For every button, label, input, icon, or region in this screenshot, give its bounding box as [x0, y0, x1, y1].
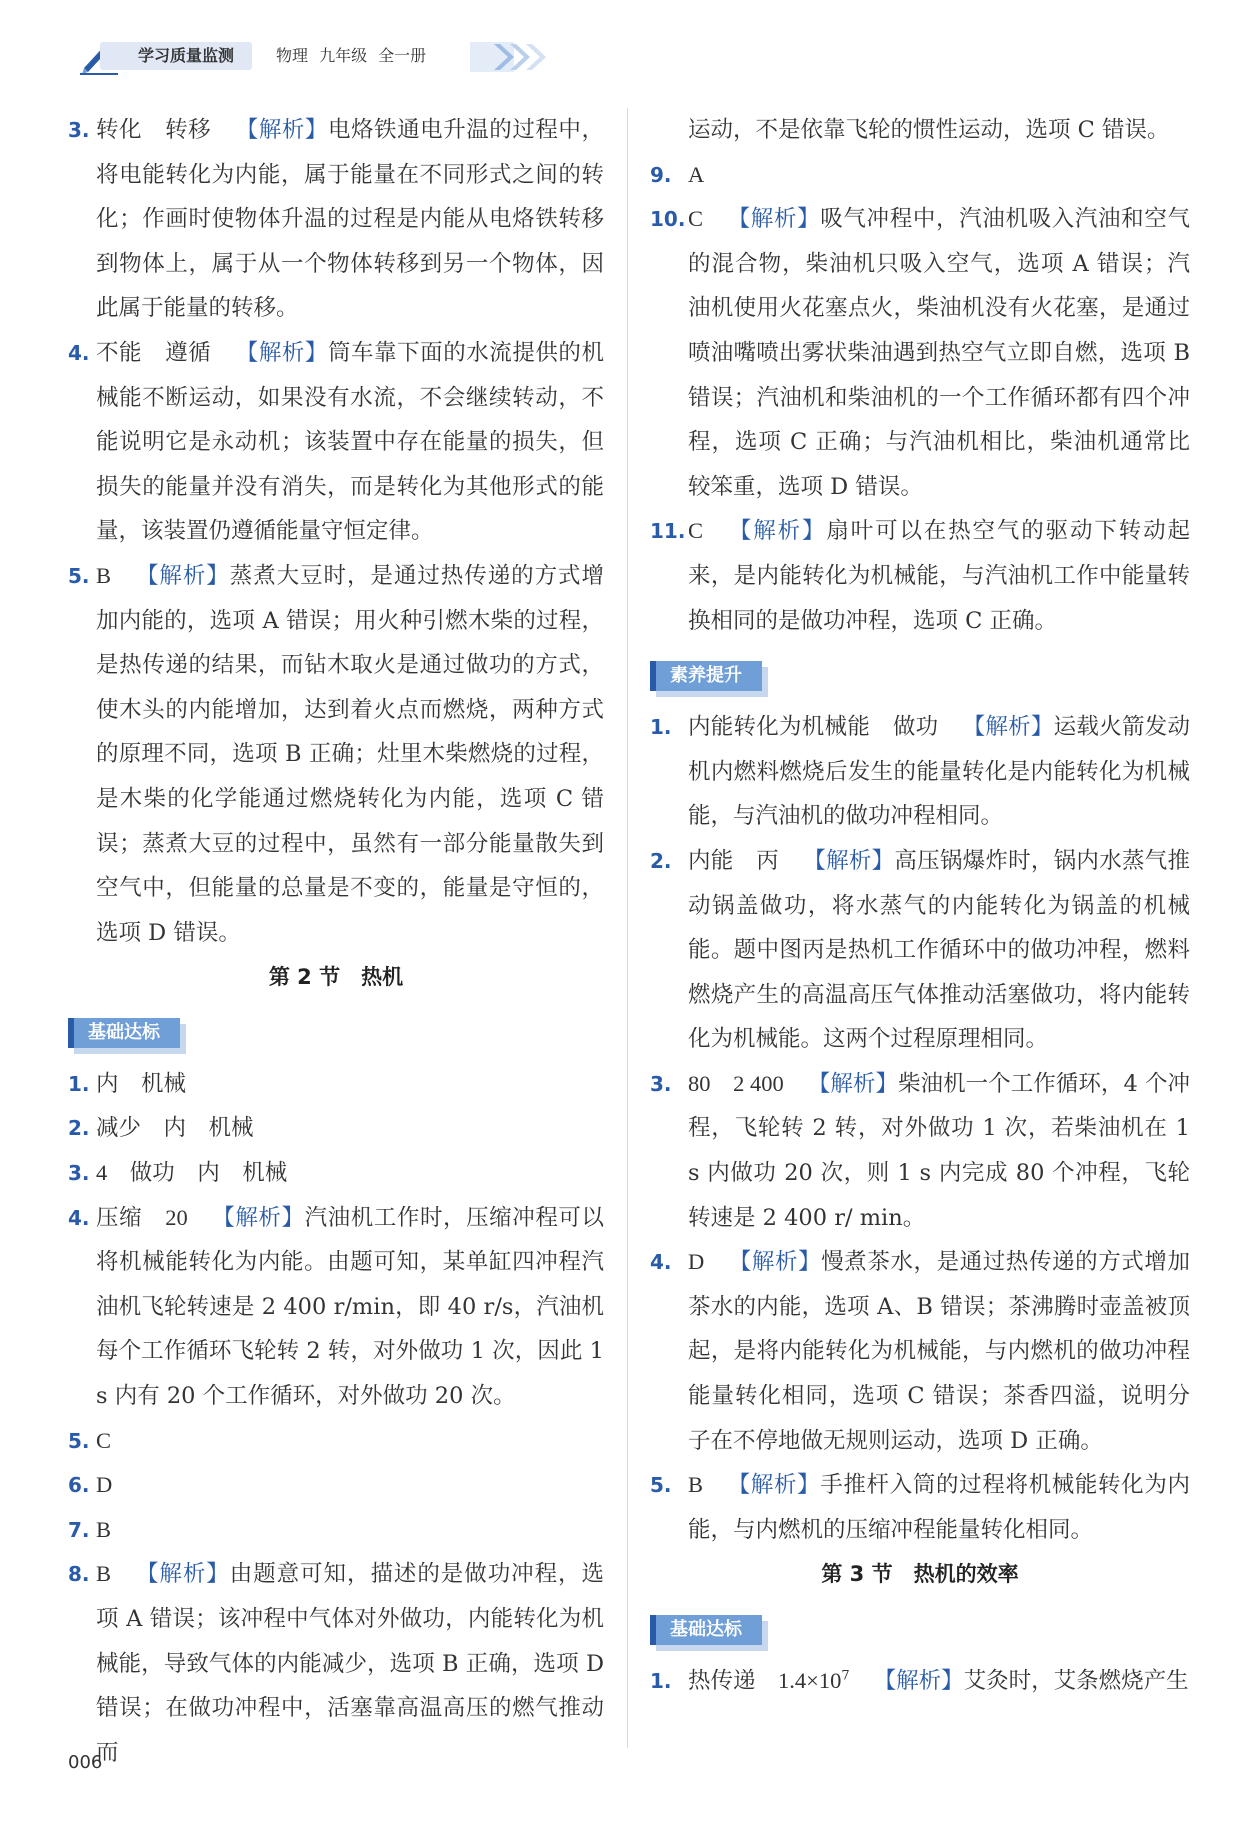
analysis-tag: 【解析】: [962, 714, 1054, 741]
answer-item: [650, 153, 1190, 198]
answer-item: [68, 1151, 604, 1196]
analysis-text: 吸气冲程中，汽油机吸入汽油和空气的混合物，柴油机只吸入空气，选项 A 错误；汽油机使用火花塞点火，柴油机没有火花塞，是通过喷油嘴喷出雾状柴油遇到热空气立即自燃，选项 B 错误；汽油机和柴油机的一个工作循环都有四个冲程，选项 C 正确；与汽油机相比，柴油机通常比较笨重，选项 D 错误。: [688, 206, 1190, 500]
answer: B: [688, 1472, 704, 1498]
left-column: [68, 108, 604, 1775]
section-title: 第 2 节 热机: [268, 965, 404, 990]
answer-item: [68, 1106, 604, 1151]
answer: 内能转化为机械能 做功: [688, 714, 939, 740]
section-title: 第 3 节 热机的效率: [821, 1562, 1019, 1587]
answer: C: [688, 518, 704, 544]
item-number: 2.: [68, 1116, 90, 1141]
answer-item: [68, 331, 604, 554]
answer: 内能 丙: [688, 847, 780, 873]
answer: D: [96, 1472, 113, 1498]
item-number: 1.: [650, 1669, 672, 1693]
analysis-text: 高压锅爆炸时，锅内水蒸气推动锅盖做功，将水蒸气的内能转化为锅盖的机械能。题中图丙是热机工作循环中的做功冲程，燃料燃烧产生的高温高压气体推动活塞做功，将内能转化为机械能。这两个过程原理相同。: [688, 847, 1190, 1053]
section-badge: 素养提升: [650, 661, 762, 691]
answer: 内 机械: [96, 1070, 187, 1096]
answer-item: [650, 705, 1190, 839]
answer-item: [650, 1062, 1190, 1240]
analysis-tag: 【解析】: [235, 117, 328, 143]
answer: 不能 遵循: [96, 339, 212, 365]
item-number: 3.: [68, 118, 90, 142]
analysis-text: 艾灸时，艾条燃烧产生: [963, 1668, 1189, 1694]
answer: 80 2 400: [688, 1070, 784, 1096]
answer-item: [68, 1196, 604, 1419]
item-number: 4.: [68, 340, 90, 365]
analysis-tag: 【解析】: [727, 206, 821, 233]
answer-item: [650, 1659, 1190, 1704]
analysis-text: 运载火箭发动机内燃料燃烧后发生的能量转化是内能转化为机械能，与汽油机的做功冲程相同。: [688, 714, 1190, 830]
item-number: 9.: [650, 162, 672, 187]
item-number: 4.: [68, 1205, 90, 1230]
item-number: 1.: [650, 715, 672, 740]
item-number: 5.: [68, 1428, 90, 1453]
header-tab: 学习质量监测: [100, 42, 252, 70]
answer: A: [688, 161, 705, 187]
item-number: 11.: [650, 519, 686, 544]
answer: C: [688, 206, 704, 232]
analysis-tag: 【解析】: [235, 339, 328, 366]
exponent: 7: [841, 1668, 850, 1684]
analysis-tag: 【解析】: [727, 518, 827, 545]
answer: B: [96, 562, 112, 588]
item-number: 4.: [650, 1250, 672, 1275]
answer: 转化 转移: [96, 117, 212, 142]
answer: C: [96, 1427, 112, 1453]
answer-item: [68, 108, 604, 331]
analysis-tag: 【解析】: [807, 1070, 898, 1097]
answer-item: [650, 839, 1190, 1062]
section-badge: 基础达标: [68, 1018, 180, 1048]
answer-item: [68, 1552, 604, 1775]
item-number: 2.: [650, 848, 672, 873]
continued-text: 运动，不是依靠飞轮的惯性运动，选项 C 错误。: [688, 117, 1170, 143]
item-number: 3.: [650, 1071, 672, 1096]
analysis-text: 电烙铁通电升温的过程中，将电能转化为内能，属于能量在不同形式之间的转化；作画时使物体升温的过程是内能从电烙铁转移到物体上，属于从一个物体转移到另一个物体，因此属于能量的转移。: [96, 117, 604, 322]
item-number: 6.: [68, 1473, 90, 1498]
answer-item: [650, 197, 1190, 509]
analysis-text: 由题意可知，描述的是做功冲程，选项 A 错误；该冲程中气体对外做功，内能转化为机械能，导致气体的内能减少，选项 B 正确，选项 D 错误；在做功冲程中，活塞靠高温高压的燃气推动而: [96, 1561, 604, 1766]
answer-item: [68, 554, 604, 955]
answer-item: [68, 1508, 604, 1553]
answer-item: [68, 1419, 604, 1464]
analysis-text: 手推杆入筒的过程将机械能转化为内能，与内燃机的压缩冲程能量转化相同。: [688, 1472, 1190, 1543]
answer: 压缩 20: [96, 1204, 188, 1230]
item-number: 5.: [68, 563, 90, 588]
item-number: 1.: [68, 1071, 90, 1096]
item-number: 7.: [68, 1517, 90, 1542]
answer: B: [96, 1561, 112, 1587]
page-header: [78, 36, 558, 76]
analysis-tag: 【解析】: [728, 1249, 822, 1276]
analysis-text: 慢煮茶水，是通过热传递的方式增加茶水的内能，选项 A、B 错误；茶沸腾时壶盖被顶起，是将内能转化为机械能，与内燃机的做功冲程能量转化相同，选项 C 错误；茶香四溢，说明分子在不停地做无规则运动，选项 D 正确。: [688, 1249, 1190, 1454]
column-divider: [627, 108, 628, 1748]
answer: 4 做功 内 机械: [96, 1160, 288, 1186]
analysis-tag: 【解析】: [727, 1472, 821, 1499]
page-number: 006: [68, 1752, 103, 1773]
section-badge: 基础达标: [650, 1615, 762, 1645]
header-meta: 物理 九年级 全一册: [276, 46, 427, 65]
answer-item: [650, 1240, 1190, 1463]
analysis-text: 柴油机一个工作循环，4 个冲程，飞轮转 2 转，对外做功 1 次，若柴油机在 1 s 内做功 20 次，则 1 s 内完成 80 个冲程，飞轮转速是 2 400 r/ min。: [688, 1070, 1190, 1231]
analysis-tag: 【解析】: [803, 847, 895, 874]
answer: D: [688, 1249, 705, 1275]
answer-item: [650, 1463, 1190, 1552]
analysis-tag: 【解析】: [135, 562, 230, 589]
item-number: 10.: [650, 207, 686, 232]
analysis-text: 扇叶可以在热空气的驱动下转动起来，是内能转化为机械能，与汽油机工作中能量转换相同的是做功冲程，选项 C 正确。: [688, 518, 1190, 634]
chevrons-decoration-icon: [470, 40, 550, 74]
item-number: 3.: [68, 1161, 90, 1186]
item-number: 5.: [650, 1473, 672, 1498]
answer-item: [68, 1463, 604, 1508]
answer: 热传递 1.4×10: [688, 1668, 842, 1693]
answer-item: [650, 509, 1190, 643]
analysis-text: 汽油机工作时，压缩冲程可以将机械能转化为内能。由题可知，某单缸四冲程汽油机飞轮转速是 2 400 r/min，即 40 r/s，汽油机每个工作循环飞轮转 2 转，对外做功 1 次，因此 1 s 内有 20 个工作循环，对外做功 20 次。: [96, 1204, 604, 1410]
analysis-tag: 【解析】: [135, 1561, 230, 1588]
analysis-tag: 【解析】: [211, 1204, 305, 1231]
right-column: [650, 108, 1190, 1704]
answer: B: [96, 1516, 112, 1542]
analysis-text: 筒车靠下面的水流提供的机械能不断运动，如果没有水流，不会继续转动，不能说明它是永动机；该装置中存在能量的损失，但损失的能量并没有消失，而是转化为其他形式的能量，该装置仍遵循能量守恒定律。: [96, 339, 604, 545]
analysis-tag: 【解析】: [873, 1668, 964, 1694]
answer: 减少 内 机械: [96, 1115, 254, 1141]
answer-item: [68, 1062, 604, 1107]
item-number: 8.: [68, 1562, 90, 1587]
analysis-text: 蒸煮大豆时，是通过热传递的方式增加内能的，选项 A 错误；用火种引燃木柴的过程，是热传递的结果，而钻木取火是通过做功的方式，使木头的内能增加，达到着火点而燃烧，两种方式的原理不同，选项 B 正确；灶里木柴燃烧的过程，是木柴的化学能通过燃烧转化为内能，选项 C 错误；蒸煮大豆的过程中，虽然有一部分能量散失到空气中，但能量的总量是不变的，能量是守恒的，选项 D 错误。: [96, 562, 604, 946]
